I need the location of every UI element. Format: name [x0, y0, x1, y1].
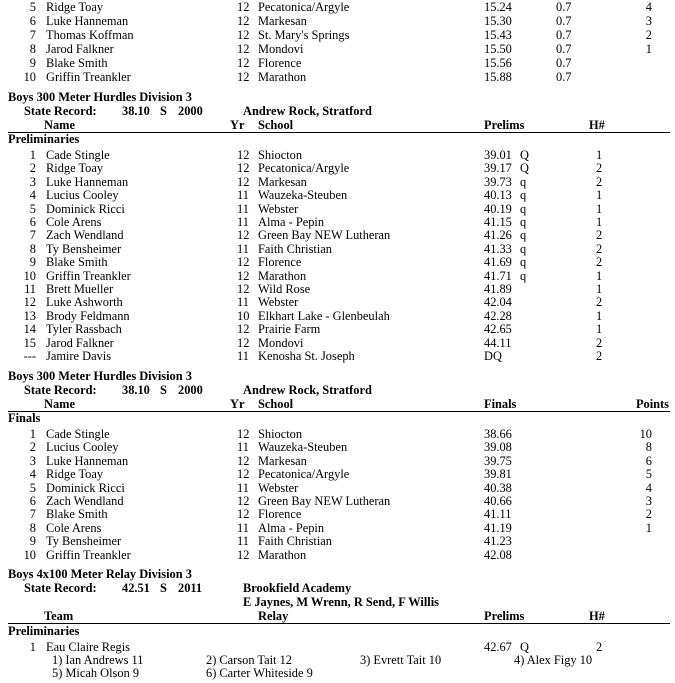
relay-member: 5) Micah Olson 9 [52, 666, 140, 680]
result-row [0, 481, 675, 495]
athlete-name: Brody Feldmann [46, 308, 130, 323]
place: 10 [23, 70, 36, 84]
year: 11 [237, 534, 249, 549]
mark: 40.19 [484, 201, 512, 216]
result-row [0, 70, 675, 84]
place: 2 [29, 161, 36, 176]
year: 12 [237, 148, 250, 162]
mark: 41.11 [484, 507, 512, 522]
col-result: Prelims [484, 118, 525, 132]
year: 12 [237, 507, 250, 522]
athlete-name: Ty Bensheimer [46, 241, 122, 256]
relay-member: 4) Alex Figy 10 [514, 653, 593, 667]
place: --- [23, 349, 36, 363]
athlete-name: Zach Wendland [46, 228, 124, 243]
qualifier: Q [520, 161, 529, 176]
heat: 1 [596, 148, 603, 162]
qualifier: q [520, 268, 527, 283]
result-row [0, 282, 675, 296]
heat: 2 [596, 640, 603, 654]
athlete-name: Dominick Ricci [46, 201, 125, 216]
athlete-name: Luke Hanneman [46, 174, 129, 189]
athlete-name: Blake Smith [46, 507, 108, 522]
points: 5 [645, 467, 652, 482]
year: 12 [237, 268, 250, 283]
year: 11 [237, 201, 249, 216]
col-name: Name [44, 397, 75, 411]
result-row [0, 454, 675, 468]
mark: 15.43 [484, 28, 512, 42]
heat: 2 [596, 174, 603, 189]
year: 12 [237, 70, 250, 84]
qualifier: q [520, 174, 527, 189]
mark: 42.28 [484, 308, 512, 323]
mark: 42.04 [484, 295, 512, 310]
result-row [0, 440, 675, 454]
athlete-name: Luke Ashworth [46, 295, 123, 310]
col-last: Points [635, 397, 669, 411]
school: Alma - Pepin [258, 215, 325, 229]
mark: 41.33 [484, 241, 512, 256]
year: 11 [237, 188, 249, 203]
heat: 1 [596, 282, 603, 296]
place: 9 [29, 255, 36, 270]
wind: 0.7 [556, 28, 572, 42]
athlete-name: Lucius Cooley [46, 188, 119, 203]
team-row [0, 640, 675, 654]
mark: 42.67 [484, 640, 512, 654]
members-row [0, 666, 675, 680]
place: 6 [29, 215, 36, 229]
year: 10 [237, 308, 250, 323]
result-row [0, 242, 675, 256]
mark: 40.66 [484, 494, 512, 508]
relay-member: 1) Ian Andrews 11 [52, 653, 144, 667]
heat: 1 [596, 215, 603, 229]
place: 10 [23, 547, 36, 562]
mark: 41.89 [484, 282, 512, 296]
athlete-name: Cole Arens [46, 215, 102, 229]
qualifier: q [520, 228, 527, 243]
heat: 2 [596, 241, 603, 256]
year: 12 [237, 453, 250, 468]
heat: 2 [596, 335, 603, 350]
place: 1 [29, 640, 36, 654]
place: 6 [29, 14, 36, 28]
athlete-name: Luke Hanneman [46, 14, 129, 28]
mark: 15.56 [484, 56, 512, 70]
year: 11 [237, 295, 249, 310]
school: Webster [258, 480, 299, 495]
school: Marathon [258, 547, 307, 562]
record-members-row [0, 595, 675, 609]
mark: 15.30 [484, 14, 512, 28]
event-title-text: Boys 300 Meter Hurdles Division 3 [8, 90, 192, 104]
qualifier: q [520, 201, 527, 216]
year: 12 [237, 161, 250, 176]
school: Green Bay NEW Lutheran [258, 228, 391, 243]
mark: 15.50 [484, 42, 512, 56]
result-row [0, 255, 675, 269]
school: Wild Rose [258, 282, 311, 296]
athlete-name: Griffin Treankler [46, 70, 131, 84]
result-row [0, 161, 675, 175]
year: 12 [237, 282, 250, 296]
section-label-text: Finals [8, 411, 41, 425]
year: 12 [237, 467, 250, 482]
school: Florence [258, 56, 302, 70]
section-label [0, 132, 675, 146]
result-row [0, 0, 675, 14]
year: 12 [237, 28, 250, 42]
section-label [0, 411, 675, 425]
place: 8 [29, 241, 36, 256]
mark: 39.81 [484, 467, 512, 482]
record-year: 2000 [178, 104, 203, 118]
athlete-name: Cade Stingle [46, 427, 110, 441]
heat: 1 [596, 268, 603, 283]
wind: 0.7 [556, 0, 572, 14]
athlete-name: Ty Bensheimer [46, 534, 122, 549]
athlete-name: Blake Smith [46, 56, 108, 70]
result-row [0, 269, 675, 283]
section-label-text: Preliminaries [8, 132, 80, 146]
qualifier: Q [520, 148, 529, 162]
place: 8 [29, 520, 36, 535]
col-yr: Yr [230, 118, 245, 132]
record-label: State Record: [24, 383, 97, 397]
place: 7 [29, 28, 36, 42]
record-code: S [160, 383, 167, 397]
athlete-name: Luke Hanneman [46, 453, 129, 468]
heat: 1 [596, 201, 603, 216]
athlete-name: Cole Arens [46, 520, 102, 535]
place: 7 [29, 507, 36, 522]
record-label: State Record: [24, 104, 97, 118]
points: 2 [645, 507, 652, 522]
heat: 2 [596, 255, 603, 270]
points: 1 [645, 520, 652, 535]
year: 12 [237, 42, 250, 56]
record-time: 38.10 [122, 383, 150, 397]
year: 12 [237, 494, 250, 508]
place: 4 [29, 188, 36, 203]
points: 10 [639, 427, 652, 441]
result-row [0, 188, 675, 202]
section-label [0, 624, 675, 638]
year: 11 [237, 480, 249, 495]
record-time: 42.51 [122, 581, 150, 595]
mark: 41.15 [484, 215, 512, 229]
school: Pecatonica/Argyle [258, 467, 350, 482]
qualifier: Q [520, 640, 529, 654]
athlete-name: Zach Wendland [46, 494, 124, 508]
place: 1 [29, 427, 36, 441]
team-name: Eau Claire Regis [46, 640, 130, 654]
school: Mondovi [258, 42, 304, 56]
heat: 2 [596, 349, 603, 363]
mark: 40.13 [484, 188, 512, 203]
school: Webster [258, 201, 299, 216]
result-row [0, 42, 675, 56]
col-name: Name [44, 118, 75, 132]
event-title-text: Boys 300 Meter Hurdles Division 3 [8, 369, 192, 383]
athlete-name: Ridge Toay [46, 161, 104, 176]
record-year: 2011 [178, 581, 203, 595]
mark: 39.08 [484, 440, 512, 455]
col-result: Finals [484, 397, 517, 411]
mark: 41.19 [484, 520, 512, 535]
mark: 41.69 [484, 255, 512, 270]
school: Marathon [258, 70, 307, 84]
column-header [0, 118, 675, 132]
mark: 42.08 [484, 547, 512, 562]
mark: 41.26 [484, 228, 512, 243]
school: Pecatonica/Argyle [258, 0, 350, 14]
year: 12 [237, 255, 250, 270]
event-title-text: Boys 4x100 Meter Relay Division 3 [8, 567, 192, 581]
mark: DQ [484, 349, 502, 363]
result-row [0, 494, 675, 508]
points: 8 [645, 440, 652, 455]
result-row [0, 548, 675, 562]
result-row [0, 228, 675, 242]
section-label-text: Preliminaries [8, 624, 80, 638]
place: 5 [29, 201, 36, 216]
col-school: School [258, 397, 294, 411]
mark: 41.23 [484, 534, 512, 549]
record-members: E Jaynes, M Wrenn, R Send, F Willis [243, 595, 439, 609]
place: 15 [23, 335, 36, 350]
year: 12 [237, 228, 250, 243]
result-row [0, 28, 675, 42]
place: 11 [24, 282, 36, 296]
athlete-name: Brett Mueller [46, 282, 114, 296]
place: 9 [29, 56, 36, 70]
record-code: S [160, 104, 167, 118]
heat: 2 [596, 295, 603, 310]
mark: 39.73 [484, 174, 512, 189]
place: 13 [23, 308, 36, 323]
result-row [0, 427, 675, 441]
relay-member: 3) Evrett Tait 10 [360, 653, 442, 667]
result-row [0, 322, 675, 336]
points: 2 [645, 28, 652, 42]
school: Faith Christian [258, 534, 332, 549]
year: 12 [237, 56, 250, 70]
points: 3 [645, 14, 652, 28]
members-row [0, 653, 675, 667]
record-time: 38.10 [122, 104, 150, 118]
state-record [0, 104, 675, 118]
year: 12 [237, 427, 250, 441]
qualifier: q [520, 215, 527, 229]
year: 11 [237, 520, 249, 535]
event-title [0, 369, 675, 383]
heat: 1 [596, 308, 603, 323]
qualifier: q [520, 188, 527, 203]
year: 11 [237, 241, 249, 256]
column-header [0, 609, 675, 623]
place: 14 [23, 322, 36, 337]
col-last: H# [589, 118, 605, 132]
year: 12 [237, 335, 250, 350]
result-row [0, 56, 675, 70]
result-row [0, 202, 675, 216]
year: 11 [237, 215, 249, 229]
mark: 15.24 [484, 0, 512, 14]
school: Shiocton [258, 427, 303, 441]
athlete-name: Thomas Koffman [46, 28, 134, 42]
school: Prairie Farm [258, 322, 321, 337]
event-title [0, 567, 675, 581]
qualifier: q [520, 255, 527, 270]
place: 3 [29, 174, 36, 189]
school: St. Mary's Springs [258, 28, 350, 42]
athlete-name: Griffin Treankler [46, 547, 131, 562]
result-row [0, 521, 675, 535]
points: 1 [645, 42, 652, 56]
result-row [0, 467, 675, 481]
place: 6 [29, 494, 36, 508]
relay-member: 2) Carson Tait 12 [206, 653, 292, 667]
place: 5 [29, 480, 36, 495]
athlete-name: Lucius Cooley [46, 440, 119, 455]
qualifier: q [520, 241, 527, 256]
record-holder: Andrew Rock, Stratford [243, 104, 372, 118]
mark: 39.75 [484, 453, 512, 468]
athlete-name: Cade Stingle [46, 148, 110, 162]
year: 12 [237, 174, 250, 189]
result-row [0, 507, 675, 521]
athlete-name: Jamire Davis [46, 349, 112, 363]
athlete-name: Tyler Rassbach [46, 322, 122, 337]
year: 12 [237, 322, 250, 337]
mark: 42.65 [484, 322, 512, 337]
school: Faith Christian [258, 241, 332, 256]
col-school: School [258, 118, 294, 132]
result-row [0, 14, 675, 28]
state-record [0, 383, 675, 397]
school: Wauzeka-Steuben [258, 440, 348, 455]
place: 7 [29, 228, 36, 243]
year: 11 [237, 440, 249, 455]
points: 6 [645, 453, 652, 468]
school: Florence [258, 255, 302, 270]
athlete-name: Dominick Ricci [46, 480, 125, 495]
record-code: S [160, 581, 167, 595]
year: 12 [237, 547, 250, 562]
place: 4 [29, 467, 36, 482]
event-title [0, 90, 675, 104]
result-row [0, 309, 675, 323]
record-holder: Andrew Rock, Stratford [243, 383, 372, 397]
place: 9 [29, 534, 36, 549]
place: 2 [29, 440, 36, 455]
place: 5 [29, 0, 36, 14]
place: 1 [29, 148, 36, 162]
points: 3 [645, 494, 652, 508]
wind: 0.7 [556, 56, 572, 70]
year: 12 [237, 14, 250, 28]
school: Markesan [258, 453, 307, 468]
state-record [0, 581, 675, 595]
wind: 0.7 [556, 14, 572, 28]
athlete-name: Ridge Toay [46, 467, 104, 482]
school: Kenosha St. Joseph [258, 349, 355, 363]
school: Green Bay NEW Lutheran [258, 494, 391, 508]
result-row [0, 534, 675, 548]
col-result: Prelims [484, 609, 525, 623]
result-row [0, 148, 675, 162]
col-heat: H# [589, 609, 605, 623]
record-holder: Brookfield Academy [243, 581, 352, 595]
school: Mondovi [258, 335, 304, 350]
wind: 0.7 [556, 70, 572, 84]
school: Marathon [258, 268, 307, 283]
athlete-name: Jarod Falkner [46, 335, 114, 350]
mark: 44.11 [484, 335, 512, 350]
school: Shiocton [258, 148, 303, 162]
result-row [0, 336, 675, 350]
school: Markesan [258, 174, 307, 189]
mark: 41.71 [484, 268, 512, 283]
mark: 38.66 [484, 427, 512, 441]
heat: 2 [596, 228, 603, 243]
mark: 39.01 [484, 148, 512, 162]
school: Markesan [258, 14, 307, 28]
result-row [0, 349, 675, 363]
result-row [0, 215, 675, 229]
relay-member: 6) Carter Whiteside 9 [206, 666, 313, 680]
col-relay: Relay [258, 609, 289, 623]
result-row [0, 295, 675, 309]
school: Alma - Pepin [258, 520, 325, 535]
school: Webster [258, 295, 299, 310]
record-year: 2000 [178, 383, 203, 397]
wind: 0.7 [556, 42, 572, 56]
heat: 1 [596, 322, 603, 337]
place: 10 [23, 268, 36, 283]
year: 11 [237, 349, 249, 363]
athlete-name: Griffin Treankler [46, 268, 131, 283]
mark: 15.88 [484, 70, 512, 84]
school: Elkhart Lake - Glenbeulah [258, 308, 390, 323]
place: 12 [23, 295, 36, 310]
column-header [0, 397, 675, 411]
athlete-name: Ridge Toay [46, 0, 104, 14]
heat: 1 [596, 188, 603, 203]
school: Wauzeka-Steuben [258, 188, 348, 203]
place: 8 [29, 42, 36, 56]
athlete-name: Jarod Falkner [46, 42, 114, 56]
mark: 40.38 [484, 480, 512, 495]
col-team: Team [44, 609, 74, 623]
heat: 2 [596, 161, 603, 176]
year: 12 [237, 0, 250, 14]
points: 4 [645, 480, 652, 495]
place: 3 [29, 453, 36, 468]
athlete-name: Blake Smith [46, 255, 108, 270]
col-yr: Yr [230, 397, 245, 411]
result-row [0, 175, 675, 189]
school: Pecatonica/Argyle [258, 161, 350, 176]
record-label: State Record: [24, 581, 97, 595]
mark: 39.17 [484, 161, 512, 176]
school: Florence [258, 507, 302, 522]
points: 4 [645, 0, 652, 14]
